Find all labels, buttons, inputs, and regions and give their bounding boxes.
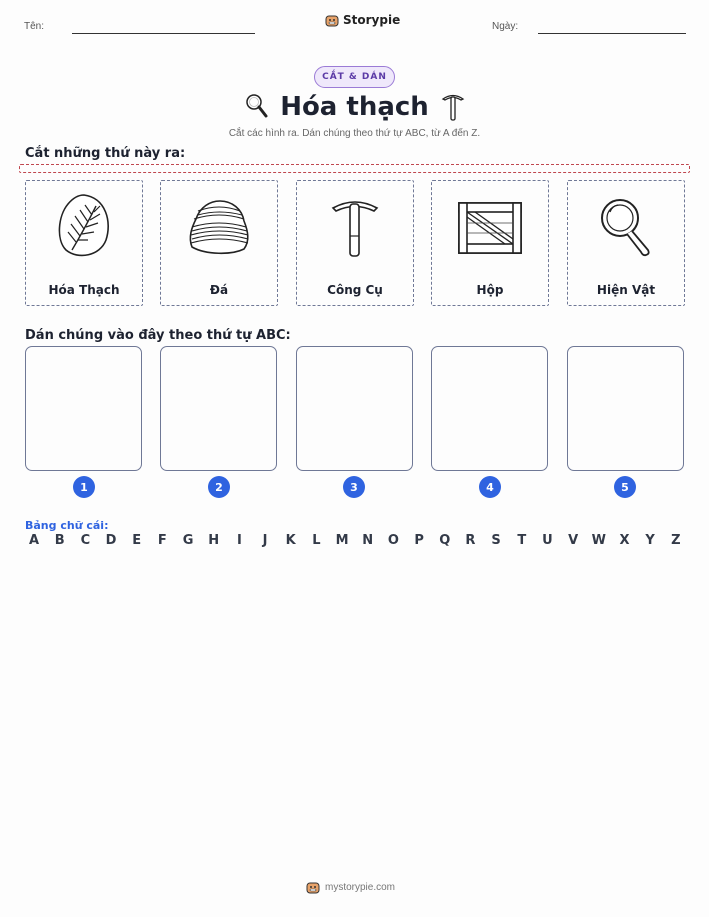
date-label: Ngày:	[492, 21, 519, 32]
instructions: Cắt các hình ra. Dán chúng theo thứ tự ABC, từ A đến Z.	[228, 128, 481, 139]
cut-card-rock[interactable]	[160, 180, 278, 306]
cut-line	[19, 164, 690, 173]
slot-number-3: 3	[343, 476, 365, 498]
alphabet-letter: S	[491, 533, 501, 548]
card-label: Công Cụ	[327, 283, 383, 297]
alphabet-letter: E	[132, 533, 142, 548]
alphabet-letter: T	[517, 533, 527, 548]
brand-logo	[325, 13, 400, 27]
footer	[306, 880, 395, 894]
slot-number-1: 1	[73, 476, 95, 498]
paste-slot-3[interactable]	[296, 346, 413, 471]
alphabet-letter: H	[208, 533, 220, 548]
alphabet-letter: F	[157, 533, 167, 548]
leaf-fossil-icon	[54, 192, 114, 262]
slot-number-2: 2	[208, 476, 230, 498]
slot-number-4: 4	[479, 476, 501, 498]
slot-number-5: 5	[614, 476, 636, 498]
cut-card-tool[interactable]	[296, 180, 414, 306]
alphabet-letter: P	[414, 533, 424, 548]
alphabet-letter: C	[80, 533, 91, 548]
paste-slot-1[interactable]	[25, 346, 142, 471]
paste-slot-4[interactable]	[431, 346, 548, 471]
paste-slot-5[interactable]	[567, 346, 684, 471]
alphabet-letter: K	[285, 533, 296, 548]
alphabet-letter: A	[28, 533, 40, 548]
cut-section-label: Cắt những thứ này ra:	[25, 146, 186, 161]
alphabet-letter: R	[465, 533, 476, 548]
alphabet-letter: B	[54, 533, 65, 548]
alphabet-letter: U	[542, 533, 553, 548]
paste-slot-2[interactable]	[160, 346, 277, 471]
alphabet-letter: J	[262, 533, 268, 548]
date-line[interactable]	[538, 33, 686, 34]
alphabet-letter: D	[105, 533, 117, 548]
pickaxe-icon	[327, 194, 383, 260]
alphabet-letter: Q	[439, 533, 451, 548]
card-label: Hộp	[476, 283, 504, 297]
card-label: Hiện Vật	[596, 283, 656, 297]
storypie-mascot-icon	[306, 880, 320, 894]
paste-section-label: Dán chúng vào đây theo thứ tự ABC:	[25, 328, 291, 343]
cut-card-box[interactable]	[431, 180, 549, 306]
footer-url[interactable]: mystorypie.com	[325, 881, 396, 893]
alphabet-letter: O	[387, 533, 399, 548]
name-line[interactable]	[72, 33, 255, 34]
cut-card-fossil[interactable]	[25, 180, 143, 306]
cut-card-artifact[interactable]	[567, 180, 685, 306]
activity-badge: CẮT & DÁN	[314, 66, 395, 88]
card-label: Đá	[209, 283, 229, 297]
alphabet-letter: X	[619, 533, 630, 548]
rock-icon	[186, 197, 252, 257]
alphabet-letter: I	[236, 533, 242, 548]
alphabet-letter: G	[182, 533, 194, 548]
alphabet-letter: M	[335, 533, 349, 548]
pickaxe-icon	[441, 92, 465, 122]
alphabet-letter: W	[591, 533, 606, 548]
alphabet-letter: Z	[671, 533, 681, 548]
alphabet-letter: L	[312, 533, 321, 548]
card-label: Hóa Thạch	[48, 283, 120, 297]
alphabet-title: Bảng chữ cái:	[25, 519, 109, 532]
alphabet-row	[25, 533, 685, 548]
crate-icon	[455, 197, 525, 257]
name-label: Tên:	[24, 21, 45, 32]
brand-name: Storypie	[343, 13, 401, 27]
alphabet-letter: Y	[645, 533, 655, 548]
alphabet-letter: N	[362, 533, 374, 548]
page-title: Hóa thạch	[280, 92, 429, 122]
alphabet-letter: V	[568, 533, 579, 548]
storypie-mascot-icon	[325, 13, 339, 27]
magnifying-glass-icon	[596, 194, 656, 260]
